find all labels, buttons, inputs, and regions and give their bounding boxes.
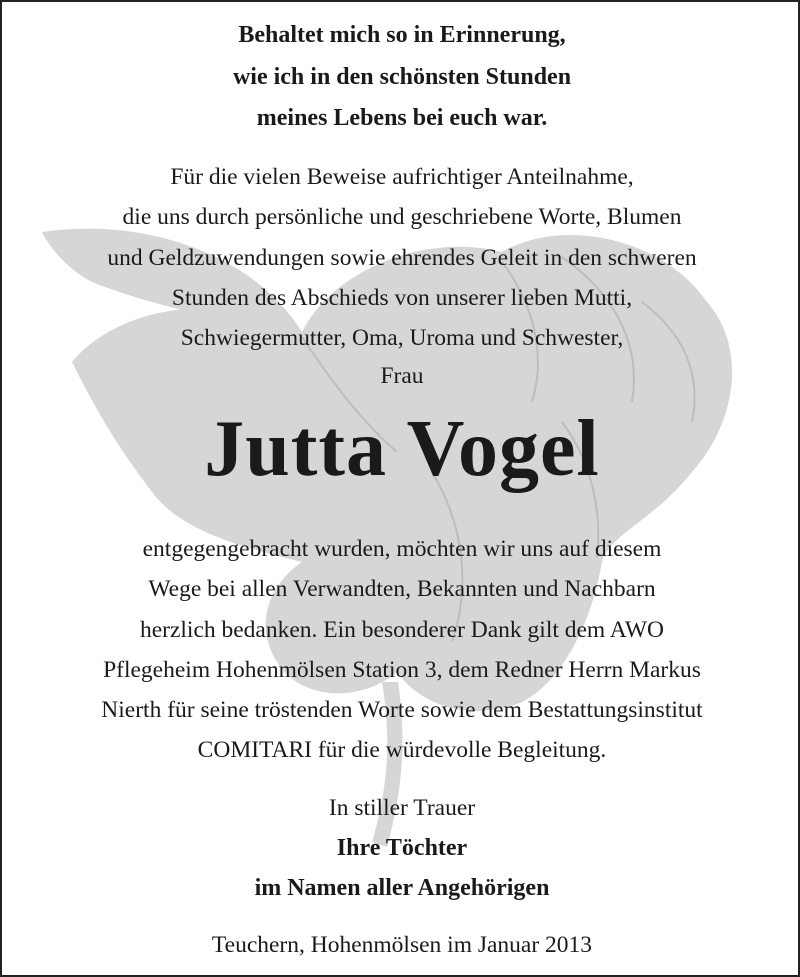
thanks-line: Nierth für seine tröstenden Worte sowie dem Bestattungsinstitut <box>101 697 703 723</box>
motto-line: wie ich in den schönsten Stunden <box>232 64 572 90</box>
place-date: Teuchern, Hohenmölsen im Januar 2013 <box>211 932 593 958</box>
thanks-line: Pflegeheim Hohenmölsen Station 3, dem Redner Herrn Markus <box>103 657 701 683</box>
motto-line: meines Lebens bei euch war. <box>256 105 548 131</box>
intro-line: die uns durch persönliche und geschriebene Worte, Blumen <box>122 204 682 230</box>
mourning-line: In stiller Trauer <box>328 795 476 821</box>
thanks-line: entgegengebracht wurden, möchten wir uns auf diesem <box>142 536 662 562</box>
intro-line: und Geldzuwendungen sowie ehrendes Geleit in den schweren <box>107 245 697 271</box>
family-line: Ihre Töchter <box>336 835 468 861</box>
intro-line: Für die vielen Beweise aufrichtiger Anteilnahme, <box>170 164 634 190</box>
deceased-name: Jutta Vogel <box>204 405 600 493</box>
motto-line: Behaltet mich so in Erinnerung, <box>238 22 566 48</box>
intro-line: Frau <box>380 363 424 389</box>
thanks-line: COMITARI für die würdevolle Begleitung. <box>197 737 607 763</box>
thanks-line: Wege bei allen Verwandten, Bekannten und Nachbarn <box>148 576 656 602</box>
intro-line: Schwiegermutter, Oma, Uroma und Schwester, <box>180 325 624 351</box>
thanks-line: herzlich bedanken. Ein besonderer Dank gilt dem AWO <box>139 617 665 643</box>
relatives-line: im Namen aller Angehörigen <box>254 875 550 901</box>
intro-line: Stunden des Abschieds von unserer lieben Mutti, <box>171 285 633 311</box>
